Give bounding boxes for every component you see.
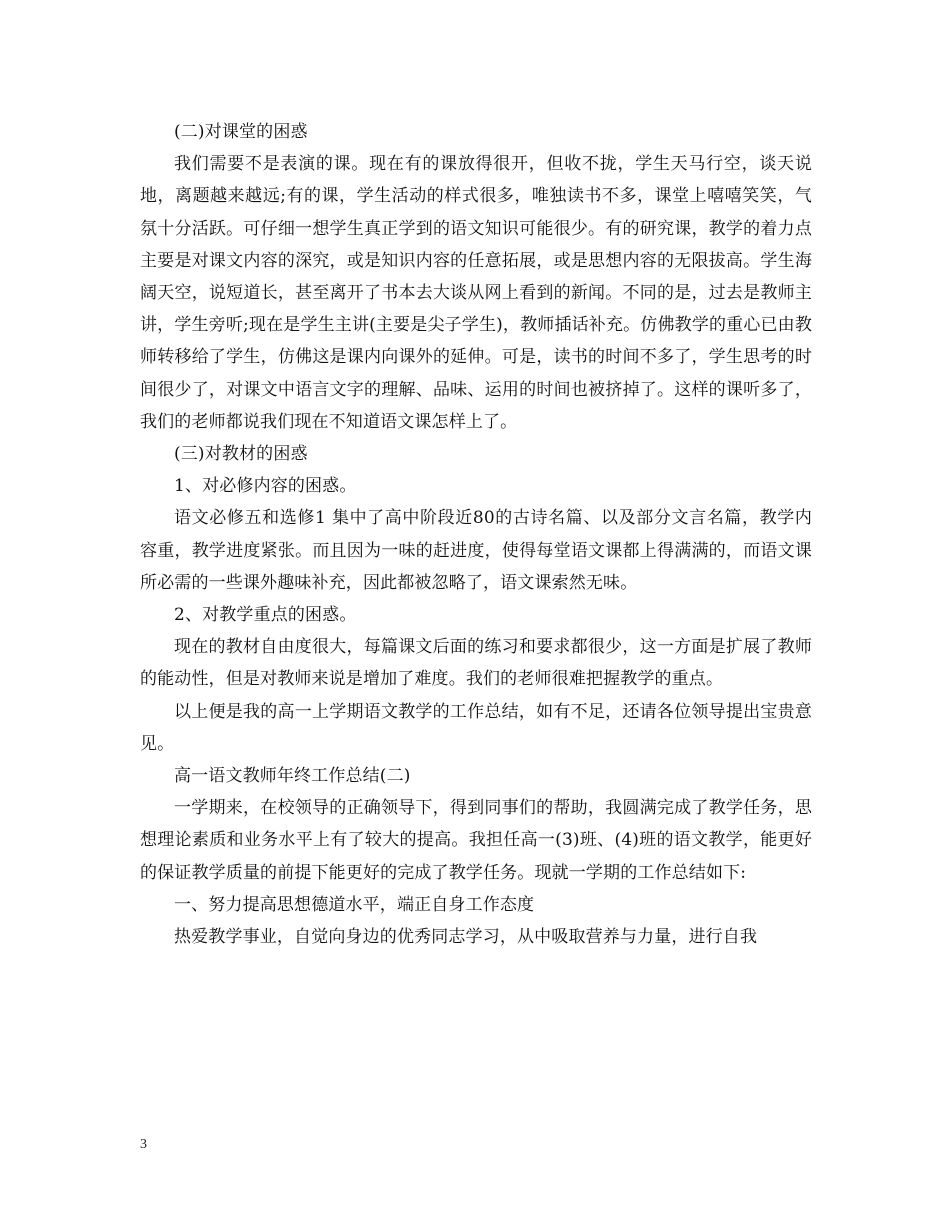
section-heading-textbook: (三)对教材的困惑 [174,444,308,465]
paragraph-semester-summary: 一学期来，在校领导的正确领导下，得到同事们的帮助，我圆满完成了教学任务，思想理论素质和业务水平上有了较大的提高。我担任高一(3)班、(4)班的语文教学，能更好的保证教学质量的前提下能更好的完成了教学任务。现就一学期的工作总结如下: [140,798,812,883]
paragraph-required-content: 语文必修五和选修1 集中了高中阶段近80的古诗名篇、以及部分文言名篇，教学内容重，教学进度紧张。而且因为一味的赶进度，使得每堂语文课都上得满满的，而语文课所必需的一些课外趣味补充，因此都被忽略了，语文课索然无味。 [140,508,812,593]
paragraph-teaching-focus: 现在的教材自由度很大，每篇课文后面的练习和要求都很少，这一方面是扩展了教师的能动性，但是对教师来说是增加了难度。我们的老师很难把握教学的重点。 [140,637,812,690]
page-number: 3 [140,1137,147,1152]
section-heading-classroom: (二)对课堂的困惑 [174,122,308,142]
subheading-attitude: 一、努力提高思想德道水平，端正自身工作态度 [174,894,535,915]
subheading-teaching-focus: 2、对教学重点的困惑。 [174,605,357,626]
paragraph-conclusion: 以上便是我的高一上学期语文教学的工作总结，如有不足，还请各位领导提出宝贵意见。 [140,701,812,754]
subheading-required-content: 1、对必修内容的困惑。 [174,476,357,497]
paragraph-classroom-confusion: 我们需要不是表演的课。现在有的课放得很开，但收不拢，学生天马行空，谈天说地，离题越来越远;有的课，学生活动的样式很多，唯独读书不多，课堂上嘻嘻笑笑，气氛十分活跃。可仔细一想学生真正学到的语文知识可能很少。有的研究课，教学的着力点主要是对课文内容的深究，或是知识内容的任意拓展，或是思想内容的无限拔高。学生海阔天空，说短道长，甚至离开了书本去大谈从网上看到的新闻。不同的是，过去是教师主讲，学生旁听;现在是学生主讲(主要是尖子学生)，教师插话补充。仿佛教学的重心已由教师转移给了学生，仿佛这是课内向课外的延伸。可是，读书的时间不多了，学生思考的时间很少了，对课文中语言文字的理解、品味、运用的时间也被挤掉了。这样的课听多了，我们的老师都说我们现在不知道语文课怎样上了。 [140,154,812,432]
document-subtitle: 高一语文教师年终工作总结(二) [174,766,411,787]
document-body [140,116,812,953]
paragraph-attitude: 热爱教学事业，自觉向身边的优秀同志学习，从中吸取营养与力量，进行自我 [174,927,758,948]
